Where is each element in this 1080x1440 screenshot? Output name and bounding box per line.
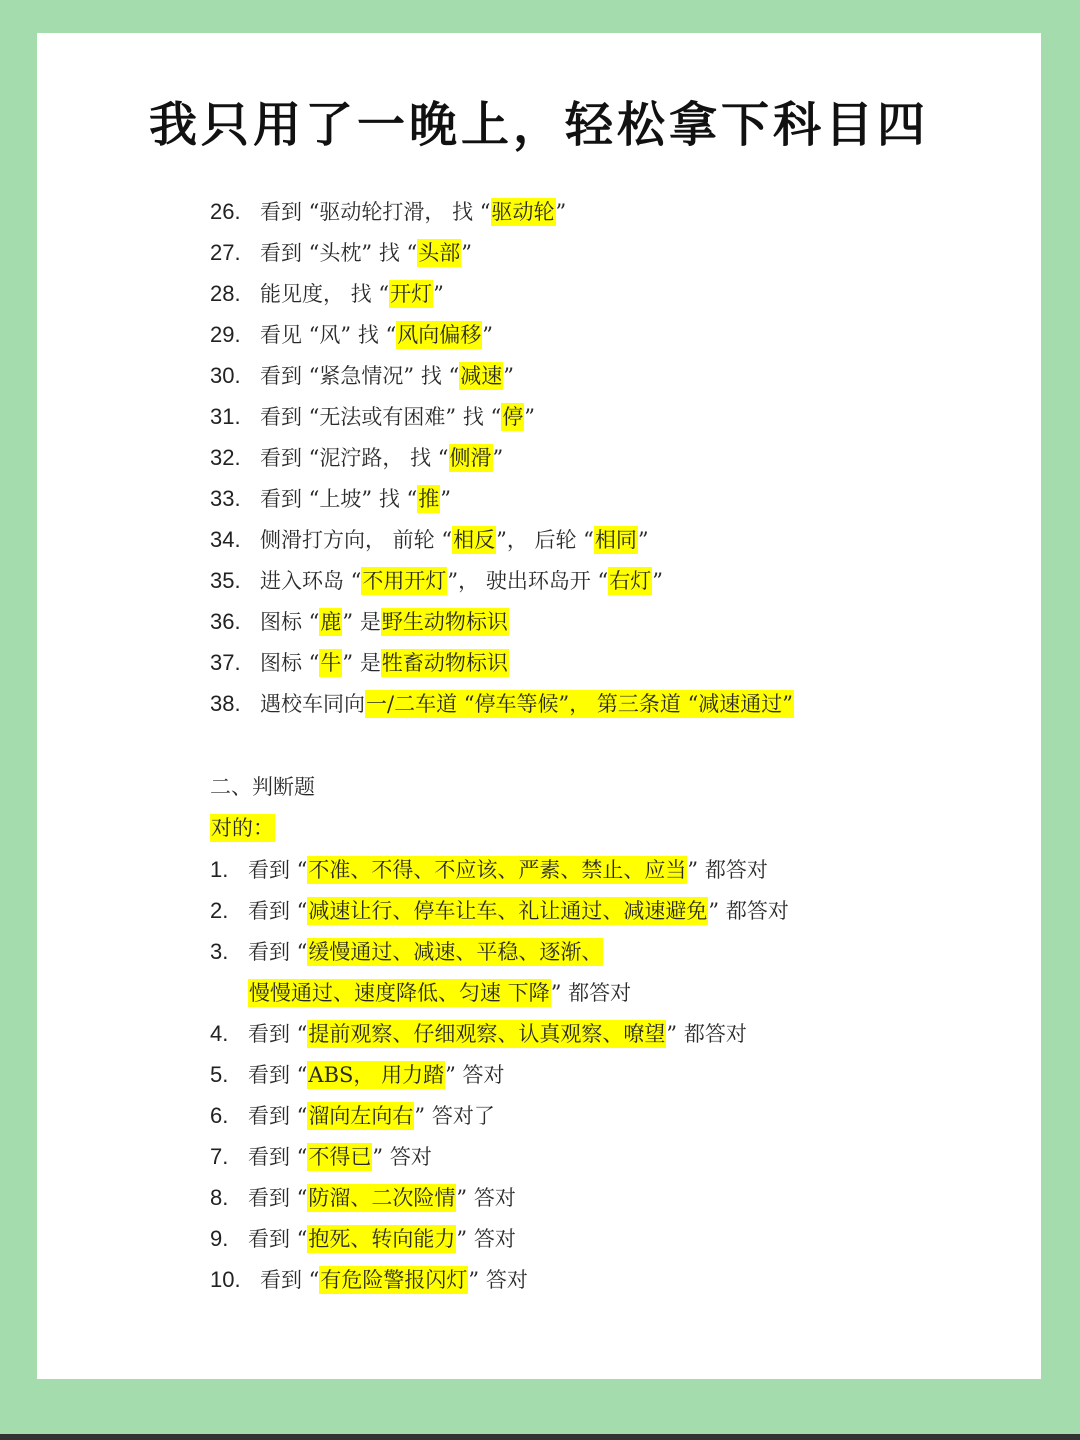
section-subtitle: 对的： [211,816,274,840]
highlight: 开灯 [390,282,433,306]
highlight: 牲畜动物标识 [381,651,508,675]
highlight: 推 [418,487,440,511]
highlight: 停 [502,405,524,429]
highlight: 防溜、二次险情 [308,1186,456,1210]
highlight: 减速让行、停车让车、礼让通过、减速避免 [308,899,708,923]
highlight: 溜向左向右 [308,1104,414,1128]
list-item: 4. 看到 “提前观察、仔细观察、认真观察、嘹望” 都答对 [210,1021,747,1046]
list-item: 37. 图标 “牛” 是牲畜动物标识 [210,650,508,675]
list-item: 38. 遇校车同向一/二车道 “停车等候”， 第三条道 “减速通过” [210,691,794,716]
list-item: 36. 图标 “鹿” 是野生动物标识 [210,609,508,634]
list-item-continuation: 慢慢通过、速度降低、匀速 下降” 都答对 [249,981,632,1005]
list-item: 1. 看到 “不准、不得、不应该、严素、禁止、应当” 都答对 [210,857,768,882]
highlight: 抱死、转向能力 [308,1227,456,1251]
list-item: 2. 看到 “减速让行、停车让车、礼让通过、减速避免” 都答对 [210,898,789,923]
bottom-bar [0,1434,1080,1440]
highlight: 不用开灯 [362,569,447,593]
list-item: 10. 看到 “有危险警报闪灯” 答对 [210,1267,528,1292]
highlight: 一/二车道 “停车等候”， 第三条道 “减速通过” [366,692,794,716]
list-item: 35. 进入环岛 “不用开灯”， 驶出环岛开 “右灯” [210,568,663,593]
list-item: 6. 看到 “溜向左向右” 答对了 [210,1103,495,1128]
list-item: 29. 看见 “风” 找 “风向偏移” [210,322,493,347]
list-item: 32. 看到 “泥泞路， 找 “侧滑” [210,445,504,470]
highlight: 慢慢通过、速度降低、匀速 下降 [249,981,550,1005]
highlight: 侧滑 [449,446,492,470]
highlight: 鹿 [320,610,342,634]
list-item: 27. 看到 “头枕” 找 “头部” [210,240,472,265]
document-page [37,33,1041,1379]
highlight: 头部 [418,241,461,265]
section-title: 二、判断题 [210,775,315,799]
page-title: 我只用了一晚上，轻松拿下科目四 [148,97,929,153]
list-item: 26. 看到 “驱动轮打滑， 找 “驱动轮” [210,199,567,224]
list-item: 31. 看到 “无法或有困难” 找 “停” [210,404,535,429]
highlight: 右灯 [609,569,652,593]
list-item: 33. 看到 “上坡” 找 “推” [210,486,451,511]
highlight: 相反 [453,528,496,552]
list-item: 7. 看到 “不得已” 答对 [210,1144,432,1169]
list-item: 8. 看到 “防溜、二次险情” 答对 [210,1185,516,1210]
highlight: 不准、不得、不应该、严素、禁止、应当 [308,858,687,882]
highlight: 减速 [460,364,503,388]
highlight: 提前观察、仔细观察、认真观察、嘹望 [308,1022,666,1046]
list-item: 5. 看到 “ABS， 用力踏” 答对 [210,1062,505,1087]
highlight: 有危险警报闪灯 [320,1268,468,1292]
highlight: 风向偏移 [397,323,482,347]
highlight: 缓慢通过、减速、平稳、逐渐、 [308,940,603,964]
highlight: 相同 [594,528,637,552]
list-item: 3. 看到 “缓慢通过、减速、平稳、逐渐、 [210,939,603,964]
highlight: 驱动轮 [491,200,555,224]
list-item: 30. 看到 “紧急情况” 找 “减速” [210,363,514,388]
highlight: 不得已 [308,1145,372,1169]
highlight: 野生动物标识 [381,610,508,634]
highlight: 牛 [320,651,342,675]
list-item: 9. 看到 “抱死、转向能力” 答对 [210,1226,516,1251]
list-item: 28. 能见度， 找 “开灯” [210,281,444,306]
highlight: ABS， 用力踏 [308,1063,445,1087]
list-item: 34. 侧滑打方向， 前轮 “相反”， 后轮 “相同” [210,527,649,552]
